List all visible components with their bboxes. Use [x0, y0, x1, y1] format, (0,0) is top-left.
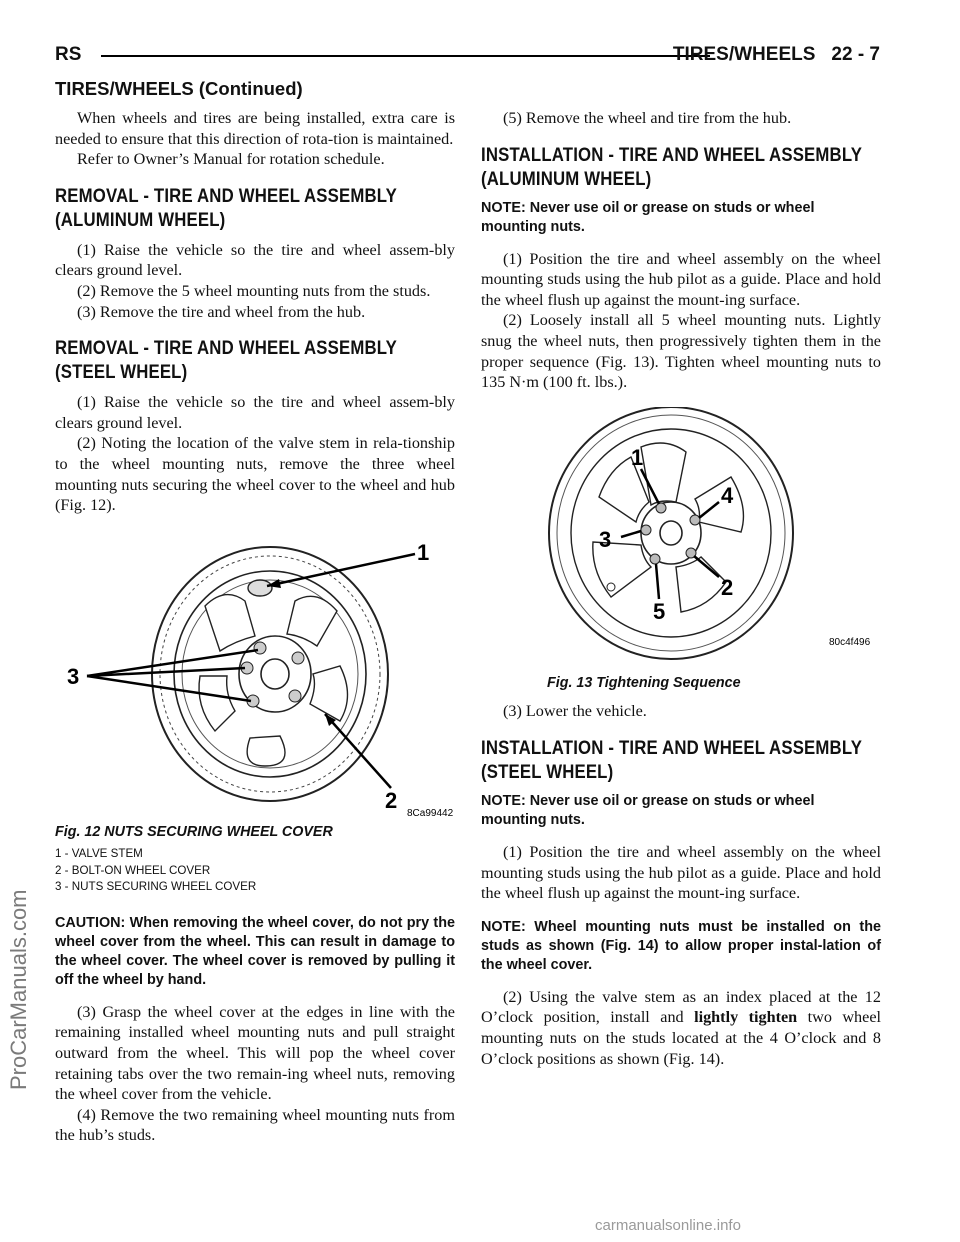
legend-item: 1 - VALVE STEM	[55, 847, 143, 861]
header-section-title: TIRES/WHEELS	[672, 44, 816, 65]
figure-code: 80c4f496	[829, 636, 871, 648]
right-column	[481, 108, 881, 1069]
left-column	[55, 108, 455, 1146]
caution-note: CAUTION: When removing the wheel cover, do not pry the wheel cover from the wheel. This can result in damage to the wheel cover. The wheel cover is removed by pulling it off the wheel by hand.	[55, 914, 455, 988]
step: (1) Raise the vehicle so the tire and wheel assem-bly clears ground level.	[55, 240, 455, 280]
step: (1) Position the tire and wheel assembly on the wheel mounting studs using the hub pilot as a guide. Place and hold the wheel flush up against the mount-ing surface.	[481, 842, 881, 903]
section-heading-install-aluminum: INSTALLATION - TIRE AND WHEEL ASSEMBLY (ALUMINUM WHEEL)	[481, 143, 863, 190]
step: (1) Raise the vehicle so the tire and wheel assem-bly clears ground level.	[55, 393, 455, 432]
step: (2) Using the valve stem as an index placed at the 12 O’clock position, install and lightly tighten two wheel mounting nuts on the studs located at the 4 O’clock and 8 O’clock positions as shown (Fig. 14).	[481, 987, 882, 1068]
figure-13	[481, 407, 881, 669]
header-page-number: 22 - 7	[831, 44, 880, 65]
section-heading-removal-aluminum: REMOVAL - TIRE AND WHEEL ASSEMBLY (ALUMINUM WHEEL)	[55, 184, 398, 231]
intro-paragraph: When wheels and tires are being installed, extra care is needed to ensure that this direction of rota-tion is maintained.	[55, 109, 455, 148]
note: NOTE: Never use oil or grease on studs or wheel mounting nuts.	[481, 199, 815, 235]
sequence-number-4: 4	[721, 482, 734, 508]
bottom-watermark: carmanualsonline.info	[595, 1217, 741, 1234]
step: (3) Grasp the wheel cover at the edges in line with the remaining installed wheel mounting nuts and pull straight outward from the wheel. This will pop the wheel cover retaining tabs over the two remain-ing wheel nuts, removing the wheel cover from the vehicle.	[55, 1002, 455, 1104]
sequence-number-3: 3	[599, 526, 612, 552]
figure-12-caption: Fig. 12 NUTS SECURING WHEEL COVER	[55, 823, 333, 840]
continued-heading: TIRES/WHEELS (Continued)	[55, 78, 303, 99]
note: NOTE: Never use oil or grease on studs or wheel mounting nuts.	[481, 792, 815, 828]
callout-2: 2	[385, 787, 398, 813]
emphasis-text: lightly tighten	[694, 1008, 798, 1027]
callout-3: 3	[67, 663, 80, 689]
step: (5) Remove the wheel and tire from the hub.	[503, 109, 792, 127]
sequence-number-2: 2	[721, 574, 734, 600]
step: (3) Lower the vehicle.	[503, 702, 647, 721]
sequence-number-1: 1	[631, 444, 644, 470]
wheel-cover-illustration	[55, 526, 455, 818]
figure-code: 8Ca99442	[407, 807, 454, 818]
section-heading-removal-steel: REMOVAL - TIRE AND WHEEL ASSEMBLY (STEEL WHEEL)	[55, 337, 398, 384]
figure-12	[55, 526, 455, 818]
header-rule	[101, 55, 710, 57]
legend-item: 3 - NUTS SECURING WHEEL COVER	[55, 880, 257, 894]
side-watermark: ProCarManuals.com	[6, 889, 31, 1090]
intro-rotation-note: Refer to Owner’s Manual for rotation schedule.	[77, 150, 385, 169]
sequence-number-5: 5	[653, 598, 666, 624]
figure-13-caption: Fig. 13 Tightening Sequence	[547, 674, 741, 691]
header-section	[673, 44, 880, 66]
step: (2) Loosely install all 5 wheel mounting nuts. Lightly snug the wheel nuts, then progressively tighten them in the proper sequence (Fig. 13). Tighten wheel mounting nuts to 135 N·m (100 ft. lbs.).	[481, 311, 881, 392]
step: (2) Remove the 5 wheel mounting nuts from the studs.	[77, 281, 431, 300]
step: (2) Noting the location of the valve stem in rela-tionship to the wheel mounting nuts, remove the three wheel mounting nuts securing the wheel cover to the wheel and hub (Fig. 12).	[55, 434, 455, 515]
step: (3) Remove the tire and wheel from the hub.	[77, 302, 366, 321]
tightening-sequence-illustration	[481, 407, 881, 669]
page-header	[55, 40, 880, 70]
step: (1) Position the tire and wheel assembly on the wheel mounting studs using the hub pilot as a guide. Place and hold the wheel flush up against the mount-ing surface.	[481, 249, 881, 309]
header-model-code: RS	[55, 44, 82, 65]
legend-item: 2 - BOLT-ON WHEEL COVER	[55, 863, 211, 877]
note: NOTE: Wheel mounting nuts must be installed on the studs as shown (Fig. 14) to allow proper instal-lation of the wheel cover.	[481, 918, 881, 973]
callout-1: 1	[417, 539, 430, 565]
figure-12-legend	[55, 846, 455, 896]
step: (4) Remove the two remaining wheel mounting nuts from the hub’s studs.	[55, 1105, 455, 1145]
section-heading-install-steel: INSTALLATION - TIRE AND WHEEL ASSEMBLY (STEEL WHEEL)	[481, 736, 863, 783]
